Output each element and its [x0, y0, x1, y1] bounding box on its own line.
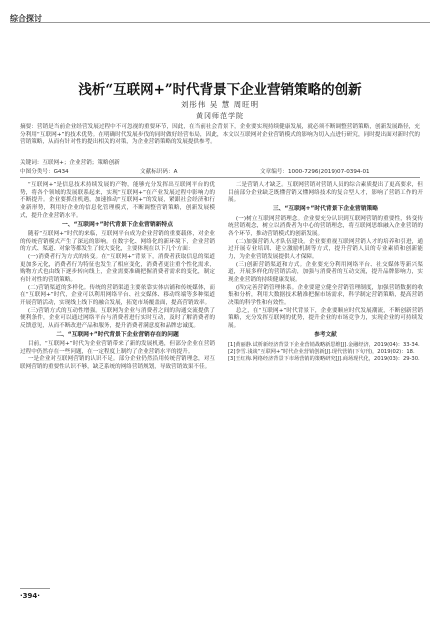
left-column	[20, 182, 215, 372]
article-affiliation: 黄冈师范学院	[196, 112, 244, 120]
paragraph: (一)树立互联网营销理念。企业要充分认识到互联网营销的重要性，转变传统营销观念，树立以消费者为中心的营销理念，将互联网思维融入企业营销的各个环节，推动营销模式的创新发展。	[228, 215, 423, 237]
running-header	[10, 6, 430, 23]
page-number: ·394·	[20, 592, 40, 600]
right-column	[228, 182, 423, 363]
section-heading-1: 一、“互联网+”时代背景下企业营销新特点	[61, 221, 174, 228]
references-heading: 参考文献	[314, 332, 337, 339]
paragraph: (三)创新营销渠道和方式。企业要充分利用网络平台、社交媒体等新兴渠道，开展多样化的营销活动，加强与消费者的互动交流，提升品牌影响力，实现企业营销的持续健康发展。	[228, 261, 423, 283]
paragraph: 目前，“互联网+”时代为企业营销带来了新的发展机遇，但部分企业在营销过程中仍然存在一些问题，在一定程度上制约了企业营销水平的提升。	[20, 341, 215, 355]
reference-item: [2]李雪.浅谈“互联网+”时代企业营销创新[J].现代营销(下旬刊)，2019(02)：18.	[228, 349, 415, 356]
paragraph: “互联网+”是信息技术持续发展的产物，能够充分发挥出互联网平台的优势，将各个领域的发展联系起来，实现“互联网+”在产业发展过程中影响力的不断提升。企业要抓住机遇，加速推动“互联网+”的发展，紧跟社会经济和行业新形势，利用好企业的信息化管理模式，不断调整营销策略，创新发展模式，提升企业营销水平。	[20, 182, 215, 219]
paragraph: 一是企业对互联网营销的认识不足。部分企业仍然沿用传统营销理念，对互联网营销的重要性认识不够，缺乏系统的网络营销规划，导致营销效果不佳。	[20, 356, 215, 371]
paragraph: (二)营销渠道的多样化。传统的营销渠道主要依靠实体店铺和传统媒体，而在“互联网+”时代，企业可以利用网络平台、社交媒体、移动终端等多种渠道开展营销活动，实现线上线下的融合发展，拓宽市场覆盖面，提高营销效率。	[20, 284, 215, 306]
paragraph: (一)消费者行为方式的转变。在“互联网+”背景下，消费者获取信息的渠道更加多元化，消费者行为特征也发生了相应变化，消费者更注重个性化需求，购物方式也由线下逐步转向线上，企业需要准确把握消费者需求的变化，制定有针对性的营销策略。	[20, 253, 215, 283]
clc-code: 中图分类号：G434	[20, 169, 69, 175]
reference-item: [1]黄丽静.试析新经济背景下企业营销战略新思维[J].金融经济，2019(04)：33-34.	[228, 342, 420, 349]
article-authors: 刘彤伟 吴 慧 周旺明	[180, 100, 260, 109]
paragraph: 总之，在“互联网+”时代背景下，企业要顺应时代发展潮流，不断创新营销策略，充分发挥互联网的优势，提升企业的市场竞争力，实现企业的可持续发展。	[228, 307, 423, 329]
keywords: 关键词：互联网+；企业营销；策略创新	[20, 160, 120, 166]
divider	[20, 177, 420, 178]
section-label: 综合探讨	[10, 14, 42, 23]
classification-line	[20, 167, 420, 175]
paragraph: (三)营销方式的互动性增强。互联网为企业与消费者之间的沟通交流提供了便利条件，企业可以通过网络平台与消费者进行实时互动，及时了解消费者的反馈意见，从而不断改进产品和服务，提升消费者满意度和品牌忠诚度。	[20, 307, 215, 329]
section-heading-2: 二、“互联网+”时代背景下企业营销存在的问题	[56, 331, 179, 338]
footer-rule	[20, 588, 50, 589]
abstract: 摘要：营销是当前企业经营发展过程中不可忽视的重要环节，因此，在当前社会背景下，企业要实现持续健康发展，就必须不断调整营销策略，创新发展路径，充分利用“互联网+”的技术优势。在明确时代发展步伐的同时做好经营布局，因此，本文以互联网对企业营销模式的影响为切入点进行研究，同时提出面对新时代的营销策略，从而有针对性的提出相关的对策，为企业营销策略的发展提供参考。	[20, 124, 420, 146]
reference-item: [3]王红梅.网络经济背景下市场营销的策略研究[J].商场现代化，2019(03)：29-30.	[228, 356, 420, 363]
paragraph: (四)完善营销管理体系。企业要建立健全营销管理制度，加强营销数据的收集和分析，利用大数据技术精准把握市场需求，科学制定营销策略，提高营销决策的科学性和有效性。	[228, 284, 423, 306]
paragraph: 随着“互联网+”时代的来临，互联网平台成为企业营销的重要载体，对企业的传统营销模式产生了深远的影响。在数字化、网络化的新环境下，企业营销的方式、渠道、对象等都发生了较大变化，主要体现在以下几个方面：	[20, 230, 215, 253]
paragraph: 二是营销人才缺乏。互联网营销对营销人员的综合素质提出了更高要求，但目前部分企业缺乏既懂营销又懂网络技术的复合型人才，影响了营销工作的开展。	[228, 182, 423, 204]
article-title: 浅析“互联网+”时代背景下企业营销策略的创新	[78, 82, 362, 98]
section-heading-3: 三、“互联网+”时代背景下企业营销策略	[272, 206, 379, 213]
article-number: 文章编号：1000-7296(2019)07-0394-01	[260, 169, 370, 175]
paragraph: (二)加强营销人才队伍建设。企业要重视互联网营销人才的培养和引进，通过开展专业培训、建立激励机制等方式，提升营销人员的专业素质和创新能力，为企业营销发展提供人才保障。	[228, 238, 423, 260]
document-code: 文献标识码：A	[140, 169, 178, 175]
